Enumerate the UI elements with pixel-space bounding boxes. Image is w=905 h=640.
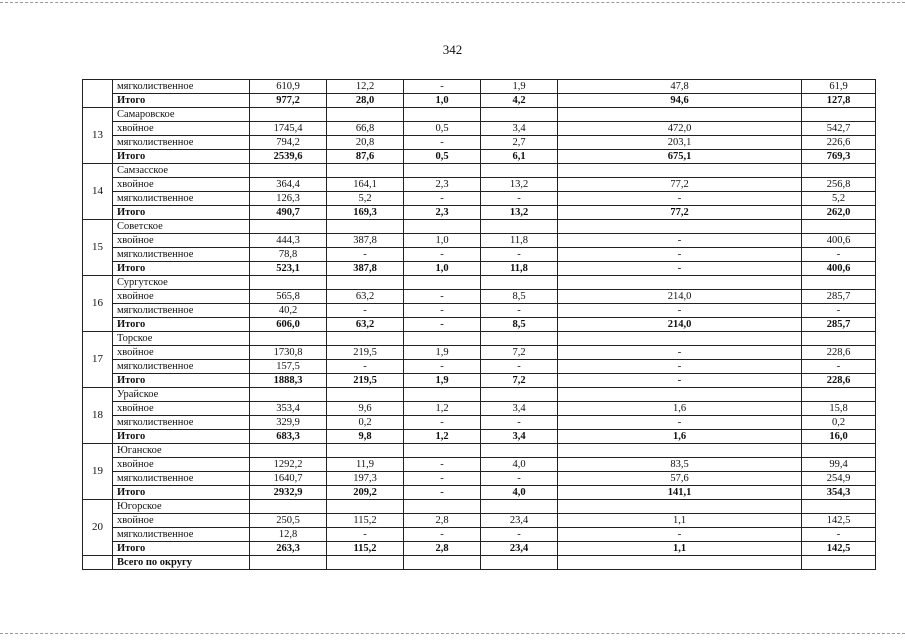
conifer-value: 164,1 bbox=[327, 178, 404, 192]
deciduous-label: мягколиственное bbox=[113, 136, 250, 150]
forestry-name: Советское bbox=[113, 220, 250, 234]
row-value: 12,2 bbox=[327, 80, 404, 94]
total-label: Итого bbox=[113, 374, 250, 388]
total-value: 1,2 bbox=[404, 430, 481, 444]
forestry-name: Югорское bbox=[113, 500, 250, 514]
group-index-cell bbox=[83, 80, 113, 108]
conifer-value: 23,4 bbox=[481, 514, 558, 528]
total-value: 2,3 bbox=[404, 206, 481, 220]
total-row bbox=[83, 206, 876, 220]
deciduous-value: - bbox=[404, 304, 481, 318]
deciduous-value: - bbox=[404, 472, 481, 486]
group-index: 15 bbox=[83, 220, 113, 276]
empty-cell bbox=[250, 164, 327, 178]
conifer-value: 13,2 bbox=[481, 178, 558, 192]
conifer-label: хвойное bbox=[113, 346, 250, 360]
deciduous-value: - bbox=[404, 360, 481, 374]
total-value: 16,0 bbox=[802, 430, 876, 444]
group-index: 19 bbox=[83, 444, 113, 500]
conifer-row bbox=[83, 122, 876, 136]
row-value: 127,8 bbox=[802, 94, 876, 108]
conifer-value: 7,2 bbox=[481, 346, 558, 360]
row-value: 47,8 bbox=[558, 80, 802, 94]
total-row bbox=[83, 94, 876, 108]
empty-cell bbox=[558, 332, 802, 346]
total-row bbox=[83, 374, 876, 388]
empty-cell bbox=[250, 276, 327, 290]
empty-cell bbox=[404, 108, 481, 122]
empty-cell bbox=[327, 164, 404, 178]
total-value: 769,3 bbox=[802, 150, 876, 164]
deciduous-value: - bbox=[481, 472, 558, 486]
total-value: 490,7 bbox=[250, 206, 327, 220]
empty-cell bbox=[250, 108, 327, 122]
conifer-row bbox=[83, 178, 876, 192]
empty-cell bbox=[481, 556, 558, 570]
forestry-name: Юганское bbox=[113, 444, 250, 458]
empty-cell bbox=[250, 332, 327, 346]
conifer-value: - bbox=[404, 290, 481, 304]
total-value: 23,4 bbox=[481, 542, 558, 556]
empty-cell bbox=[327, 444, 404, 458]
row-value: 4,2 bbox=[481, 94, 558, 108]
empty-cell bbox=[404, 332, 481, 346]
conifer-row bbox=[83, 290, 876, 304]
deciduous-value: 0,2 bbox=[802, 416, 876, 430]
conifer-value: 256,8 bbox=[802, 178, 876, 192]
empty-cell bbox=[481, 500, 558, 514]
deciduous-row bbox=[83, 192, 876, 206]
deciduous-value: 157,5 bbox=[250, 360, 327, 374]
conifer-value: 214,0 bbox=[558, 290, 802, 304]
total-value: 219,5 bbox=[327, 374, 404, 388]
conifer-value: 11,9 bbox=[327, 458, 404, 472]
empty-cell bbox=[327, 332, 404, 346]
conifer-value: 0,5 bbox=[404, 122, 481, 136]
deciduous-value: - bbox=[802, 528, 876, 542]
empty-cell bbox=[327, 556, 404, 570]
deciduous-label: мягколиственное bbox=[113, 528, 250, 542]
grand-total-label: Всего по округу bbox=[113, 556, 250, 570]
group-header-row bbox=[83, 500, 876, 514]
deciduous-label: мягколиственное bbox=[113, 472, 250, 486]
empty-cell bbox=[802, 108, 876, 122]
deciduous-value: - bbox=[481, 192, 558, 206]
conifer-value: 142,5 bbox=[802, 514, 876, 528]
group-header-row bbox=[83, 388, 876, 402]
deciduous-value: 5,2 bbox=[802, 192, 876, 206]
group-index: 14 bbox=[83, 164, 113, 220]
total-value: 263,3 bbox=[250, 542, 327, 556]
total-row bbox=[83, 318, 876, 332]
total-value: 1,6 bbox=[558, 430, 802, 444]
total-row bbox=[83, 430, 876, 444]
deciduous-row bbox=[83, 248, 876, 262]
empty-cell bbox=[558, 220, 802, 234]
total-value: 169,3 bbox=[327, 206, 404, 220]
deciduous-value: - bbox=[481, 416, 558, 430]
empty-cell bbox=[802, 444, 876, 458]
deciduous-value: - bbox=[404, 416, 481, 430]
total-value: 13,2 bbox=[481, 206, 558, 220]
deciduous-label: мягколиственное bbox=[113, 192, 250, 206]
deciduous-label: мягколиственное bbox=[113, 304, 250, 318]
page-number: 342 bbox=[442, 42, 463, 57]
conifer-value: 66,8 bbox=[327, 122, 404, 136]
deciduous-label: мягколиственное bbox=[113, 248, 250, 262]
grand-total-row bbox=[83, 556, 876, 570]
row-label: Итого bbox=[113, 94, 250, 108]
conifer-value: 353,4 bbox=[250, 402, 327, 416]
scan-edge-top bbox=[0, 2, 905, 3]
total-value: 400,6 bbox=[802, 262, 876, 276]
empty-cell bbox=[404, 220, 481, 234]
deciduous-value: - bbox=[404, 136, 481, 150]
empty-cell bbox=[481, 220, 558, 234]
deciduous-value: 57,6 bbox=[558, 472, 802, 486]
conifer-row bbox=[83, 346, 876, 360]
group-header-row bbox=[83, 276, 876, 290]
forestry-name: Самаровское bbox=[113, 108, 250, 122]
deciduous-value: 126,3 bbox=[250, 192, 327, 206]
empty-cell bbox=[83, 556, 113, 570]
deciduous-value: - bbox=[558, 248, 802, 262]
deciduous-row bbox=[83, 136, 876, 150]
group-index: 18 bbox=[83, 388, 113, 444]
deciduous-value: - bbox=[558, 304, 802, 318]
total-label: Итого bbox=[113, 318, 250, 332]
empty-cell bbox=[327, 108, 404, 122]
total-label: Итого bbox=[113, 150, 250, 164]
deciduous-value: - bbox=[558, 360, 802, 374]
deciduous-value: 78,8 bbox=[250, 248, 327, 262]
conifer-value: 3,4 bbox=[481, 402, 558, 416]
deciduous-value: - bbox=[327, 360, 404, 374]
total-value: 11,8 bbox=[481, 262, 558, 276]
total-value: 141,1 bbox=[558, 486, 802, 500]
total-value: 2932,9 bbox=[250, 486, 327, 500]
empty-cell bbox=[250, 500, 327, 514]
row-label: мягколиственное bbox=[113, 80, 250, 94]
conifer-value: 2,3 bbox=[404, 178, 481, 192]
conifer-value: 250,5 bbox=[250, 514, 327, 528]
table-row bbox=[83, 80, 876, 94]
conifer-label: хвойное bbox=[113, 178, 250, 192]
group-header-row bbox=[83, 108, 876, 122]
conifer-value: 1745,4 bbox=[250, 122, 327, 136]
row-value: 977,2 bbox=[250, 94, 327, 108]
conifer-value: 63,2 bbox=[327, 290, 404, 304]
empty-cell bbox=[327, 500, 404, 514]
conifer-value: 11,8 bbox=[481, 234, 558, 248]
total-label: Итого bbox=[113, 206, 250, 220]
conifer-value: 9,6 bbox=[327, 402, 404, 416]
total-value: 1,9 bbox=[404, 374, 481, 388]
group-header-row bbox=[83, 220, 876, 234]
total-value: - bbox=[558, 262, 802, 276]
empty-cell bbox=[481, 444, 558, 458]
empty-cell bbox=[558, 108, 802, 122]
total-row bbox=[83, 542, 876, 556]
conifer-label: хвойное bbox=[113, 402, 250, 416]
forest-table bbox=[82, 79, 876, 570]
deciduous-value: 197,3 bbox=[327, 472, 404, 486]
conifer-row bbox=[83, 514, 876, 528]
conifer-row bbox=[83, 234, 876, 248]
group-index: 16 bbox=[83, 276, 113, 332]
conifer-value: 472,0 bbox=[558, 122, 802, 136]
empty-cell bbox=[558, 444, 802, 458]
deciduous-value: - bbox=[481, 304, 558, 318]
empty-cell bbox=[327, 220, 404, 234]
deciduous-value: - bbox=[481, 360, 558, 374]
empty-cell bbox=[481, 164, 558, 178]
conifer-value: 1,9 bbox=[404, 346, 481, 360]
conifer-row bbox=[83, 402, 876, 416]
empty-cell bbox=[250, 220, 327, 234]
conifer-label: хвойное bbox=[113, 234, 250, 248]
deciduous-value: - bbox=[481, 528, 558, 542]
conifer-value: 1,6 bbox=[558, 402, 802, 416]
total-value: 675,1 bbox=[558, 150, 802, 164]
deciduous-value: - bbox=[558, 416, 802, 430]
total-value: 8,5 bbox=[481, 318, 558, 332]
deciduous-value: 40,2 bbox=[250, 304, 327, 318]
total-value: 6,1 bbox=[481, 150, 558, 164]
total-value: 3,4 bbox=[481, 430, 558, 444]
conifer-value: 542,7 bbox=[802, 122, 876, 136]
conifer-label: хвойное bbox=[113, 514, 250, 528]
conifer-value: 15,8 bbox=[802, 402, 876, 416]
conifer-value: 400,6 bbox=[802, 234, 876, 248]
group-index: 20 bbox=[83, 500, 113, 556]
total-value: 606,0 bbox=[250, 318, 327, 332]
empty-cell bbox=[558, 276, 802, 290]
conifer-value: - bbox=[558, 234, 802, 248]
conifer-value: 83,5 bbox=[558, 458, 802, 472]
empty-cell bbox=[802, 556, 876, 570]
conifer-value: 364,4 bbox=[250, 178, 327, 192]
deciduous-value: - bbox=[327, 528, 404, 542]
total-label: Итого bbox=[113, 542, 250, 556]
conifer-value: 219,5 bbox=[327, 346, 404, 360]
conifer-label: хвойное bbox=[113, 122, 250, 136]
row-value: 94,6 bbox=[558, 94, 802, 108]
deciduous-value: 1640,7 bbox=[250, 472, 327, 486]
conifer-value: 3,4 bbox=[481, 122, 558, 136]
empty-cell bbox=[802, 500, 876, 514]
conifer-value: 285,7 bbox=[802, 290, 876, 304]
conifer-value: 8,5 bbox=[481, 290, 558, 304]
total-value: 209,2 bbox=[327, 486, 404, 500]
total-value: 1888,3 bbox=[250, 374, 327, 388]
scan-edge-bottom bbox=[0, 633, 905, 634]
total-value: 0,5 bbox=[404, 150, 481, 164]
deciduous-value: 254,9 bbox=[802, 472, 876, 486]
conifer-value: 99,4 bbox=[802, 458, 876, 472]
deciduous-value: - bbox=[327, 304, 404, 318]
total-label: Итого bbox=[113, 262, 250, 276]
total-value: 387,8 bbox=[327, 262, 404, 276]
conifer-label: хвойное bbox=[113, 458, 250, 472]
deciduous-value: - bbox=[404, 192, 481, 206]
empty-cell bbox=[404, 388, 481, 402]
empty-cell bbox=[481, 276, 558, 290]
deciduous-value: - bbox=[802, 248, 876, 262]
empty-cell bbox=[558, 164, 802, 178]
total-value: 354,3 bbox=[802, 486, 876, 500]
total-value: 7,2 bbox=[481, 374, 558, 388]
total-value: 2,8 bbox=[404, 542, 481, 556]
deciduous-value: - bbox=[404, 248, 481, 262]
conifer-value: 565,8 bbox=[250, 290, 327, 304]
deciduous-value: 203,1 bbox=[558, 136, 802, 150]
total-value: 523,1 bbox=[250, 262, 327, 276]
total-value: 2539,6 bbox=[250, 150, 327, 164]
total-value: 63,2 bbox=[327, 318, 404, 332]
row-value: 1,9 bbox=[481, 80, 558, 94]
deciduous-row bbox=[83, 416, 876, 430]
conifer-label: хвойное bbox=[113, 290, 250, 304]
row-value: 61,9 bbox=[802, 80, 876, 94]
total-value: 115,2 bbox=[327, 542, 404, 556]
total-label: Итого bbox=[113, 486, 250, 500]
deciduous-label: мягколиственное bbox=[113, 416, 250, 430]
total-row bbox=[83, 262, 876, 276]
total-value: 142,5 bbox=[802, 542, 876, 556]
deciduous-value: 2,7 bbox=[481, 136, 558, 150]
total-value: 683,3 bbox=[250, 430, 327, 444]
total-value: 285,7 bbox=[802, 318, 876, 332]
total-value: - bbox=[558, 374, 802, 388]
empty-cell bbox=[802, 332, 876, 346]
conifer-value: - bbox=[404, 458, 481, 472]
deciduous-value: - bbox=[558, 192, 802, 206]
row-value: - bbox=[404, 80, 481, 94]
conifer-value: 228,6 bbox=[802, 346, 876, 360]
total-value: 1,1 bbox=[558, 542, 802, 556]
conifer-value: 4,0 bbox=[481, 458, 558, 472]
total-value: - bbox=[404, 318, 481, 332]
empty-cell bbox=[250, 444, 327, 458]
total-value: 214,0 bbox=[558, 318, 802, 332]
total-value: 228,6 bbox=[802, 374, 876, 388]
total-value: 1,0 bbox=[404, 262, 481, 276]
forestry-name: Торское bbox=[113, 332, 250, 346]
deciduous-value: - bbox=[558, 528, 802, 542]
conifer-value: 1,0 bbox=[404, 234, 481, 248]
group-header-row bbox=[83, 164, 876, 178]
deciduous-value: 20,8 bbox=[327, 136, 404, 150]
row-value: 1,0 bbox=[404, 94, 481, 108]
deciduous-value: - bbox=[481, 248, 558, 262]
deciduous-value: 12,8 bbox=[250, 528, 327, 542]
total-value: 77,2 bbox=[558, 206, 802, 220]
empty-cell bbox=[558, 500, 802, 514]
empty-cell bbox=[558, 556, 802, 570]
empty-cell bbox=[327, 388, 404, 402]
deciduous-value: 329,9 bbox=[250, 416, 327, 430]
total-value: - bbox=[404, 486, 481, 500]
empty-cell bbox=[250, 388, 327, 402]
deciduous-value: 226,6 bbox=[802, 136, 876, 150]
row-value: 28,0 bbox=[327, 94, 404, 108]
forestry-name: Самзасское bbox=[113, 164, 250, 178]
total-value: 262,0 bbox=[802, 206, 876, 220]
deciduous-row bbox=[83, 304, 876, 318]
empty-cell bbox=[802, 164, 876, 178]
empty-cell bbox=[802, 220, 876, 234]
deciduous-value: 0,2 bbox=[327, 416, 404, 430]
total-value: 4,0 bbox=[481, 486, 558, 500]
conifer-value: 1,2 bbox=[404, 402, 481, 416]
empty-cell bbox=[404, 556, 481, 570]
deciduous-label: мягколиственное bbox=[113, 360, 250, 374]
conifer-value: 387,8 bbox=[327, 234, 404, 248]
deciduous-row bbox=[83, 360, 876, 374]
empty-cell bbox=[481, 388, 558, 402]
row-value: 610,9 bbox=[250, 80, 327, 94]
deciduous-row bbox=[83, 472, 876, 486]
group-header-row bbox=[83, 332, 876, 346]
total-row bbox=[83, 150, 876, 164]
conifer-value: 115,2 bbox=[327, 514, 404, 528]
deciduous-value: 5,2 bbox=[327, 192, 404, 206]
deciduous-value: - bbox=[802, 304, 876, 318]
empty-cell bbox=[802, 388, 876, 402]
conifer-value: 1292,2 bbox=[250, 458, 327, 472]
conifer-value: 444,3 bbox=[250, 234, 327, 248]
deciduous-value: - bbox=[802, 360, 876, 374]
group-index: 13 bbox=[83, 108, 113, 164]
conifer-value: 2,8 bbox=[404, 514, 481, 528]
deciduous-row bbox=[83, 528, 876, 542]
group-index: 17 bbox=[83, 332, 113, 388]
conifer-row bbox=[83, 458, 876, 472]
empty-cell bbox=[481, 332, 558, 346]
forestry-name: Сургутское bbox=[113, 276, 250, 290]
table-body bbox=[83, 80, 876, 570]
conifer-value: 1,1 bbox=[558, 514, 802, 528]
conifer-value: - bbox=[558, 346, 802, 360]
total-value: 9,8 bbox=[327, 430, 404, 444]
empty-cell bbox=[404, 444, 481, 458]
total-value: 87,6 bbox=[327, 150, 404, 164]
deciduous-value: - bbox=[404, 528, 481, 542]
empty-cell bbox=[404, 164, 481, 178]
deciduous-value: 794,2 bbox=[250, 136, 327, 150]
empty-cell bbox=[250, 556, 327, 570]
forestry-name: Урайское bbox=[113, 388, 250, 402]
empty-cell bbox=[404, 500, 481, 514]
group-header-row bbox=[83, 444, 876, 458]
empty-cell bbox=[802, 276, 876, 290]
total-row bbox=[83, 486, 876, 500]
conifer-value: 1730,8 bbox=[250, 346, 327, 360]
empty-cell bbox=[481, 108, 558, 122]
conifer-value: 77,2 bbox=[558, 178, 802, 192]
deciduous-value: - bbox=[327, 248, 404, 262]
empty-cell bbox=[558, 388, 802, 402]
total-label: Итого bbox=[113, 430, 250, 444]
empty-cell bbox=[327, 276, 404, 290]
empty-cell bbox=[404, 276, 481, 290]
